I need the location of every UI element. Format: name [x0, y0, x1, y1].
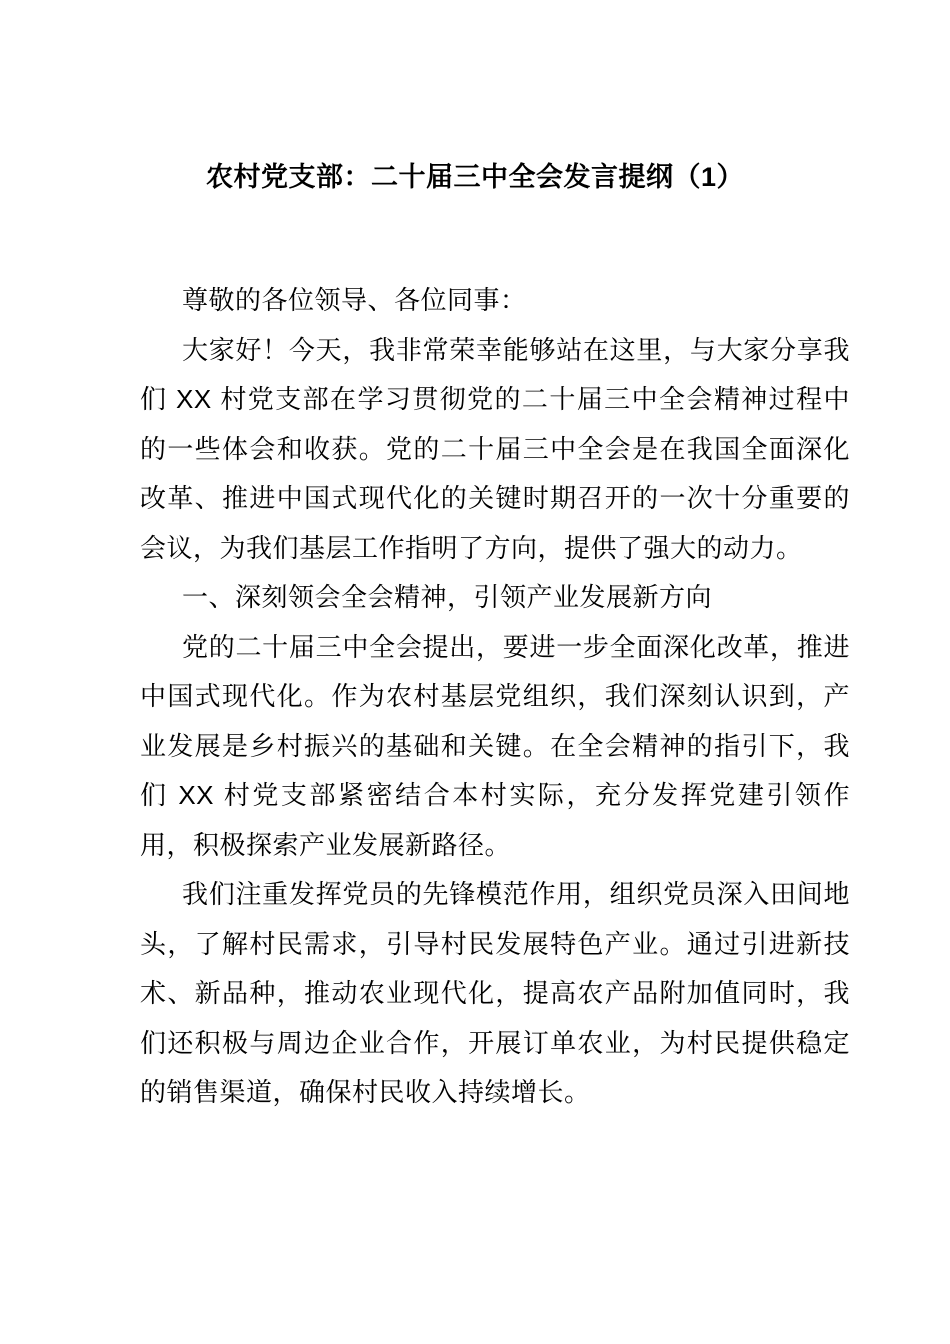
body-paragraph-2: 我们注重发挥党员的先锋模范作用，组织党员深入田间地头，了解村民需求，引导村民发展特色产业。通过引进新技术、新品种，推动农业现代化，提高农产品附加值同时，我们还积极与周边企业合作，开展订单农业，为村民提供稳定的销售渠道，确保村民收入持续增长。 — [140, 879, 850, 1107]
document-body — [140, 276, 850, 1118]
section-heading-1: 一、深刻领会全会精神，引领产业发展新方向 — [182, 582, 713, 612]
body-paragraph-1: 党的二十届三中全会提出，要进一步全面深化改革，推进中国式现代化。作为农村基层党组织，我们深刻认识到，产业发展是乡村振兴的基础和关键。在全会精神的指引下，我们 XX 村党支部紧密结合本村实际，充分发挥党建引领作用，积极探索产业发展新路径。 — [140, 631, 850, 860]
salutation-paragraph: 尊敬的各位领导、各位同事： — [182, 285, 527, 315]
opening-paragraph: 大家好！今天，我非常荣幸能够站在这里，与大家分享我们 XX 村党支部在学习贯彻党的二十届三中全会精神过程中的一些体会和收获。党的二十届三中全会是在我国全面深化改革、推进中国式现代化的关键时期召开的一次十分重要的会议，为我们基层工作指明了方向，提供了强大的动力。 — [140, 334, 850, 563]
document-title: 农村党支部：二十届三中全会发言提纲（1） — [205, 162, 744, 192]
